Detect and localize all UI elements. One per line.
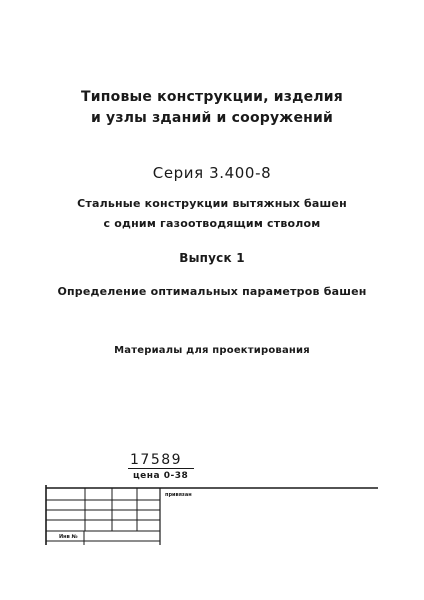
issue-title: Определение оптимальных параметров башен: [57, 285, 367, 298]
series-number: Серия 3.400-8: [152, 164, 272, 182]
price-label: цена 0-38: [133, 471, 189, 481]
order-number: 17589: [130, 452, 183, 468]
collection-title-line-1: Типовые конструкции, изделия: [81, 89, 343, 105]
subject-line-2: с одним газоотводящим стволом: [103, 217, 321, 230]
stamp-inventory-label: Инв №: [59, 534, 78, 540]
issue-number: Выпуск 1: [179, 251, 245, 265]
collection-title-line-2: и узлы зданий и сооружений: [90, 110, 334, 126]
materials-caption: Материалы для проектирования: [114, 345, 310, 356]
subject-line-1: Стальные конструкции вытяжных башен: [77, 197, 347, 210]
stamp-attached-label: привязан: [165, 492, 192, 498]
